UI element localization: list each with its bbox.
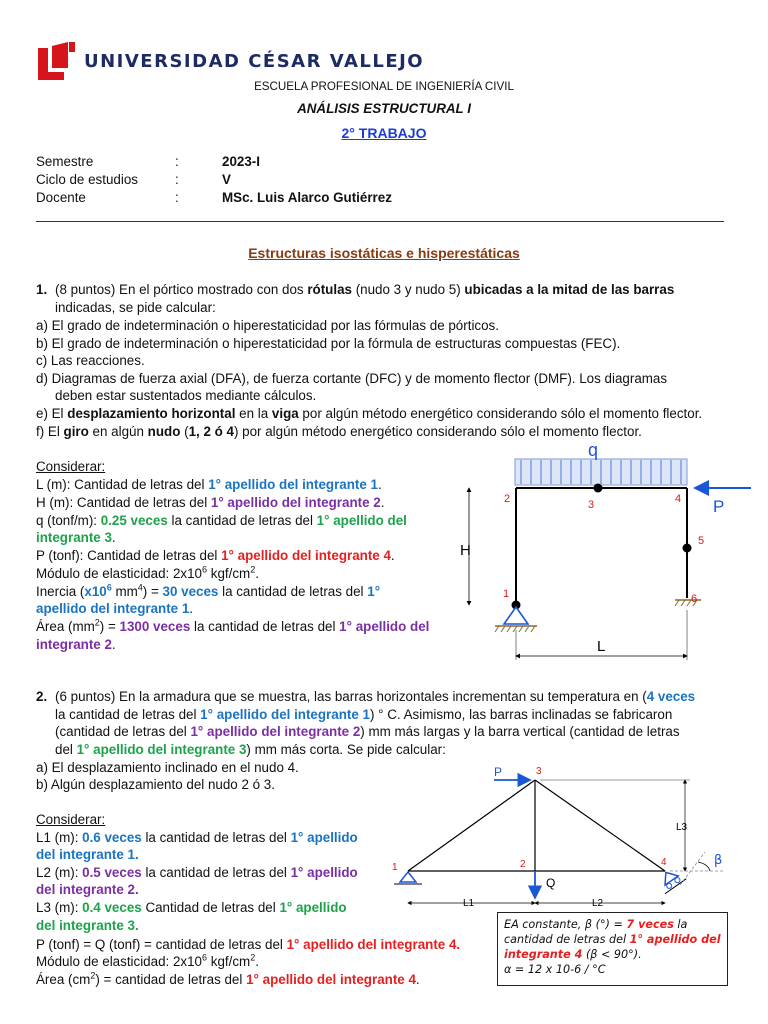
param-L2: L2 (m): 0.5 veces la cantidad de letras del 1° apellido: [36, 865, 358, 880]
problem-2-number: 2.: [36, 689, 48, 704]
node-label-6: 6: [691, 593, 698, 605]
param-I: Inercia ($x10^6$ $mm^4) = 30$ veces la cantidad de letras del 1°: [36, 582, 381, 599]
considerar-2: Considerar:: [36, 812, 106, 827]
hinge-3: [594, 484, 603, 493]
param-P: P (tonf): Cantidad de letras del 1° apellido del integrante 4.: [36, 548, 395, 563]
bar-1-3: [408, 780, 535, 871]
problem-1-number: 1.: [36, 282, 48, 297]
colon: :: [175, 190, 179, 205]
considerar-1: Considerar:: [36, 459, 106, 474]
truss-label-Q: Q: [546, 876, 556, 890]
param-Area: Área $(cm^2)$ = cantidad de letras del 1° apellido del integrante 4.: [36, 970, 420, 987]
item-a: a) El grado de indeterminación o hiperestaticidad por las fórmulas de pórticos.: [36, 318, 499, 333]
section-title: Estructuras isostáticas e hisperestáticas: [248, 245, 520, 261]
truss-label-P: P: [494, 765, 503, 779]
ciclo-value: V: [222, 172, 231, 187]
bar-3-4: [535, 780, 665, 871]
param-E2: Módulo de elasticidad: $2x10^6$ kgf/$cm^2$.: [36, 952, 259, 969]
label-L3: L3: [676, 822, 688, 833]
note-line-3: integrante 4 (β < 90°).: [504, 948, 642, 961]
truss-node-3: 3: [536, 766, 542, 777]
truss-node-1: 1: [392, 862, 398, 873]
param-H: H (m): Cantidad de letras del 1° apellido del integrante 2.: [36, 495, 385, 510]
item-d-2: deben estar sustentados mediante cálculos.: [55, 388, 317, 403]
problem-2-line-2: la cantidad de letras del 1° apellido del integrante 1) ° C. Asimismo, las barras inclinadas se fabricaron: [55, 707, 673, 722]
label-P: P: [713, 497, 725, 516]
hinge-5: [683, 544, 692, 553]
assignment-title: 2° TRABAJO: [341, 125, 427, 141]
label-H: H: [460, 542, 471, 559]
item-e: e) El desplazamiento horizontal en la viga por algún método energético considerando sólo el momento flector.: [36, 406, 703, 421]
param-I-2: apellido del integrante 1.: [36, 601, 194, 616]
truss-node-4: 4: [661, 857, 667, 868]
note-box: [497, 912, 728, 986]
node-label-1: 1: [503, 588, 510, 600]
param-PQ: P (tonf) = Q (tonf) = cantidad de letras del 1° apellido del integrante 4.: [36, 937, 461, 952]
support-1: [400, 872, 416, 882]
problem-2-line-1: (6 puntos) En la armadura que se muestra, las barras horizontales incrementan su temperatura en (4 veces: [55, 689, 696, 704]
param-L1: L1 (m): 0.6 veces la cantidad de letras del 1° apellido: [36, 830, 358, 845]
param-L: L (m): Cantidad de letras del 1° apellido del integrante 1.: [36, 477, 382, 492]
param-A-2: integrante 2.: [36, 637, 116, 652]
item-c: c) Las reacciones.: [36, 353, 145, 368]
school-name: ESCUELA PROFESIONAL DE INGENIERÍA CIVIL: [254, 80, 514, 93]
truss-diagram: [380, 760, 765, 912]
param-E: Módulo de elasticidad: $2x10^6$ kgf/$cm^2$.: [36, 564, 259, 581]
pin-support: [504, 607, 528, 624]
note-line-1: EA constante, β (°) = 7 veces la: [504, 918, 688, 931]
course-title: ANÁLISIS ESTRUCTURAL I: [297, 101, 471, 116]
colon: :: [175, 172, 179, 187]
item-b: b) El grado de indeterminación o hiperestaticidad por la fórmula de estructuras compuestas (FEC).: [36, 336, 621, 351]
university-logo: [38, 42, 76, 82]
label-L: L: [597, 638, 606, 655]
problem-1-intro: (8 puntos) En el pórtico mostrado con dos rótulas (nudo 3 y nudo 5) ubicadas a la mitad de las barras: [55, 282, 675, 297]
support-4: [655, 865, 686, 894]
label-q: q: [588, 440, 599, 460]
university-name: UNIVERSIDAD CÉSAR VALLEJO: [84, 51, 425, 72]
label-beta: β: [714, 853, 723, 868]
problem-2-line-3: (cantidad de letras del 1° apellido del integrante 2) mm más largas y la barra vertical (cantidad de letras: [55, 724, 680, 739]
item-f: f) El giro en algún nudo (1, 2 ó 4) por algún método energético considerando sólo el momento flector.: [36, 424, 642, 439]
ciclo-label: Ciclo de estudios: [36, 172, 138, 187]
node-label-2: 2: [504, 493, 511, 505]
docente-value: MSc. Luis Alarco Gutiérrez: [222, 190, 392, 205]
divider: [36, 221, 724, 222]
label-L1: L1: [463, 898, 475, 909]
truss-node-2: 2: [520, 859, 526, 870]
frame-diagram: [455, 440, 755, 662]
note-line-4: α = 12 x 10-6 / °C: [504, 963, 606, 976]
label-L2: L2: [592, 898, 604, 909]
semestre-value: 2023-I: [222, 154, 260, 169]
item-d: d) Diagramas de fuerza axial (DFA), de fuerza cortante (DFC) y de momento flector (DMF). Los diagramas: [36, 371, 668, 386]
note-line-2: cantidad de letras del 1° apellido del: [504, 933, 721, 946]
p2-item-b: b) Algún desplazamiento del nudo 2 ó 3.: [36, 777, 275, 792]
param-q: q (tonf/m): 0.25 veces la cantidad de letras del 1° apellido del: [36, 513, 407, 528]
problem-1-intro-2: indicadas, se pide calcular:: [55, 300, 216, 315]
param-L3: L3 (m): 0.4 veces Cantidad de letras del 1° apellido: [36, 900, 347, 915]
p2-item-a: a) El desplazamiento inclinado en el nudo 4.: [36, 760, 299, 775]
semestre-label: Semestre: [36, 154, 94, 169]
docente-label: Docente: [36, 190, 86, 205]
param-q-2: integrante 3.: [36, 530, 116, 545]
colon: :: [175, 154, 179, 169]
node-label-4: 4: [675, 493, 682, 505]
problem-2-line-4: del 1° apellido del integrante 3) mm más corta. Se pide calcular:: [55, 742, 446, 757]
param-L1-2: del integrante 1.: [36, 847, 139, 862]
param-L2-2: del integrante 2.: [36, 882, 139, 897]
node-label-5: 5: [698, 535, 705, 547]
param-A: Área $(mm^2) = 1300$ veces la cantidad de letras del 1° apellido del: [36, 617, 430, 634]
node-label-3: 3: [588, 499, 595, 511]
param-L3-2: del integrante 3.: [36, 918, 139, 933]
